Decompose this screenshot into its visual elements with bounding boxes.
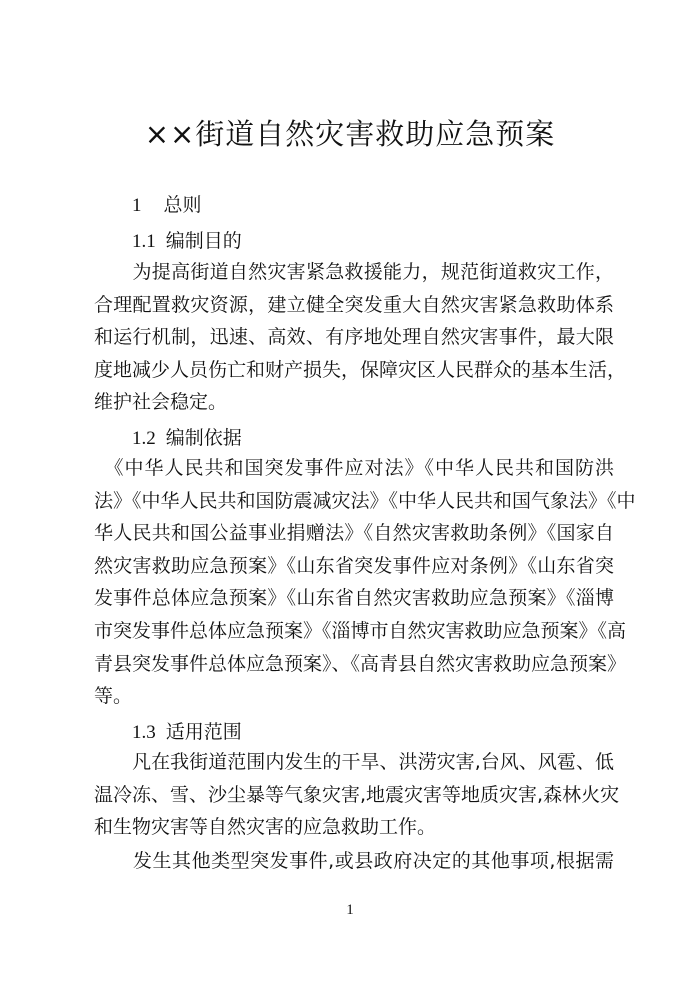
- text-line: 发事件总体应急预案》《山东省自然灾害救助应急预案》《淄博: [94, 587, 614, 610]
- text-line: 《中华人民共和国突发事件应对法》《中华人民共和国防洪: [94, 457, 614, 479]
- text-line: 和运行机制，迅速、高效、有序地处理自然灾害事件，最大限: [94, 326, 614, 349]
- text-line: 市突发事件总体应急预案》《淄博市自然灾害救助应急预案》《高: [94, 619, 627, 642]
- text-line: 等。: [94, 685, 133, 708]
- text-line: 和生物灾害等自然灾害的应急救助工作。: [94, 816, 437, 839]
- text-line: 凡在我街道范围内发生的干旱、洪涝灾害,台风、风雹、低: [94, 751, 614, 773]
- section-number: 1.2: [132, 428, 156, 449]
- section-label: 编制依据: [165, 427, 242, 449]
- section-label: 编制目的: [165, 230, 242, 252]
- section-heading-1: [132, 190, 202, 217]
- section-heading-1-1: [132, 226, 242, 253]
- text-line: 温冷冻、雪、沙尘暴等气象灾害,地震灾害等地质灾害,森林火灾: [94, 783, 620, 806]
- section-label: 总则: [163, 194, 202, 216]
- text-line: 法》《中华人民共和国防震减灾法》《中华人民共和国气象法》《中: [94, 489, 636, 512]
- paragraph-purpose: [94, 256, 627, 419]
- text-line: 发生其他类型突发事件,或县政府决定的其他事项,根据需: [94, 850, 614, 872]
- text-line: 为提高街道自然灾害紧急救援能力，规范街道救灾工作，: [94, 261, 614, 283]
- document-title: ××街道自然灾害救助应急预案: [144, 117, 556, 151]
- text-line: 然灾害救助应急预案》《山东省突发事件应对条例》《山东省突: [94, 554, 614, 577]
- text-line: 青县突发事件总体应急预案》、《高青县自然灾害救助应急预案》: [94, 652, 627, 675]
- text-line: 度地减少人员伤亡和财产损失，保障灾区人民群众的基本生活，: [94, 358, 627, 381]
- section-heading-1-3: [132, 717, 242, 744]
- paragraph-other: [94, 845, 614, 878]
- paragraph-scope: [94, 746, 620, 844]
- section-heading-1-2: [132, 423, 242, 450]
- section-label: 适用范围: [165, 721, 242, 743]
- text-line: 维护社会稳定。: [94, 391, 228, 414]
- section-number: 1: [132, 195, 142, 216]
- paragraph-basis: [94, 452, 636, 713]
- section-number: 1.1: [132, 231, 156, 252]
- section-number: 1.3: [132, 722, 156, 743]
- text-line: 华人民共和国公益事业捐赠法》《自然灾害救助条例》《国家自: [94, 522, 614, 545]
- page-number: 1: [346, 902, 354, 918]
- text-line: 合理配置救灾资源，建立健全突发重大自然灾害紧急救助体系: [94, 293, 614, 316]
